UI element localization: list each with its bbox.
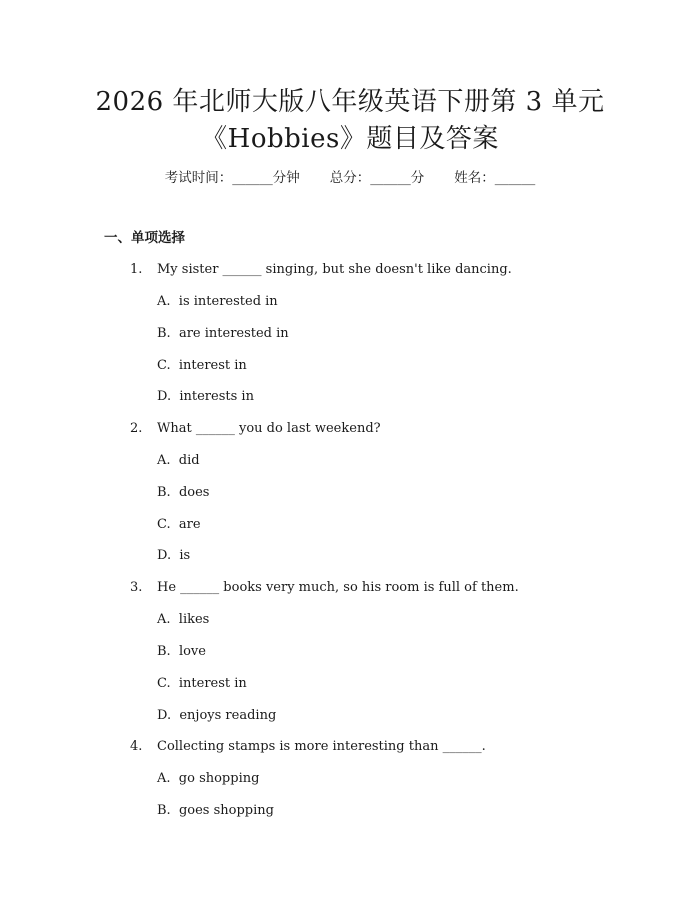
answer-option: B. love	[157, 644, 206, 659]
question-number: 4.	[130, 739, 143, 754]
answer-option: C. interest in	[157, 676, 247, 691]
exam-time-field: 考试时间：______分钟	[164, 170, 300, 186]
answer-option: C. interest in	[157, 358, 247, 373]
section-heading: 一、单项选择	[104, 230, 185, 246]
exam-info-bar	[0, 169, 700, 187]
answer-option: C. are	[157, 517, 201, 532]
total-score-field: 总分：______分	[329, 170, 425, 186]
document-title-line-2: 《Hobbies》题目及答案	[201, 124, 499, 154]
student-name-field: 姓名：______	[454, 170, 536, 186]
question-text: My sister ______ singing, but she doesn't like dancing.	[157, 262, 512, 277]
answer-option: A. go shopping	[157, 771, 260, 786]
answer-option: A. did	[157, 453, 200, 468]
document-title-line-1: 2026 年北师大版八年级英语下册第 3 单元	[95, 87, 605, 117]
question-number: 2.	[130, 421, 143, 436]
answer-option: B. does	[157, 485, 210, 500]
question-number: 1.	[130, 262, 143, 277]
answer-option: D. enjoys reading	[157, 708, 277, 723]
question-text: Collecting stamps is more interesting than ______.	[157, 739, 486, 754]
answer-option: A. is interested in	[157, 294, 278, 309]
question-number: 3.	[130, 580, 143, 595]
answer-option: D. interests in	[157, 389, 254, 404]
answer-option: B. are interested in	[157, 326, 289, 341]
answer-option: B. goes shopping	[157, 803, 274, 818]
question-text: What ______ you do last weekend?	[157, 421, 381, 436]
answer-option: A. likes	[157, 612, 210, 627]
answer-option: D. is	[157, 548, 191, 563]
question-text: He ______ books very much, so his room is full of them.	[157, 580, 519, 595]
